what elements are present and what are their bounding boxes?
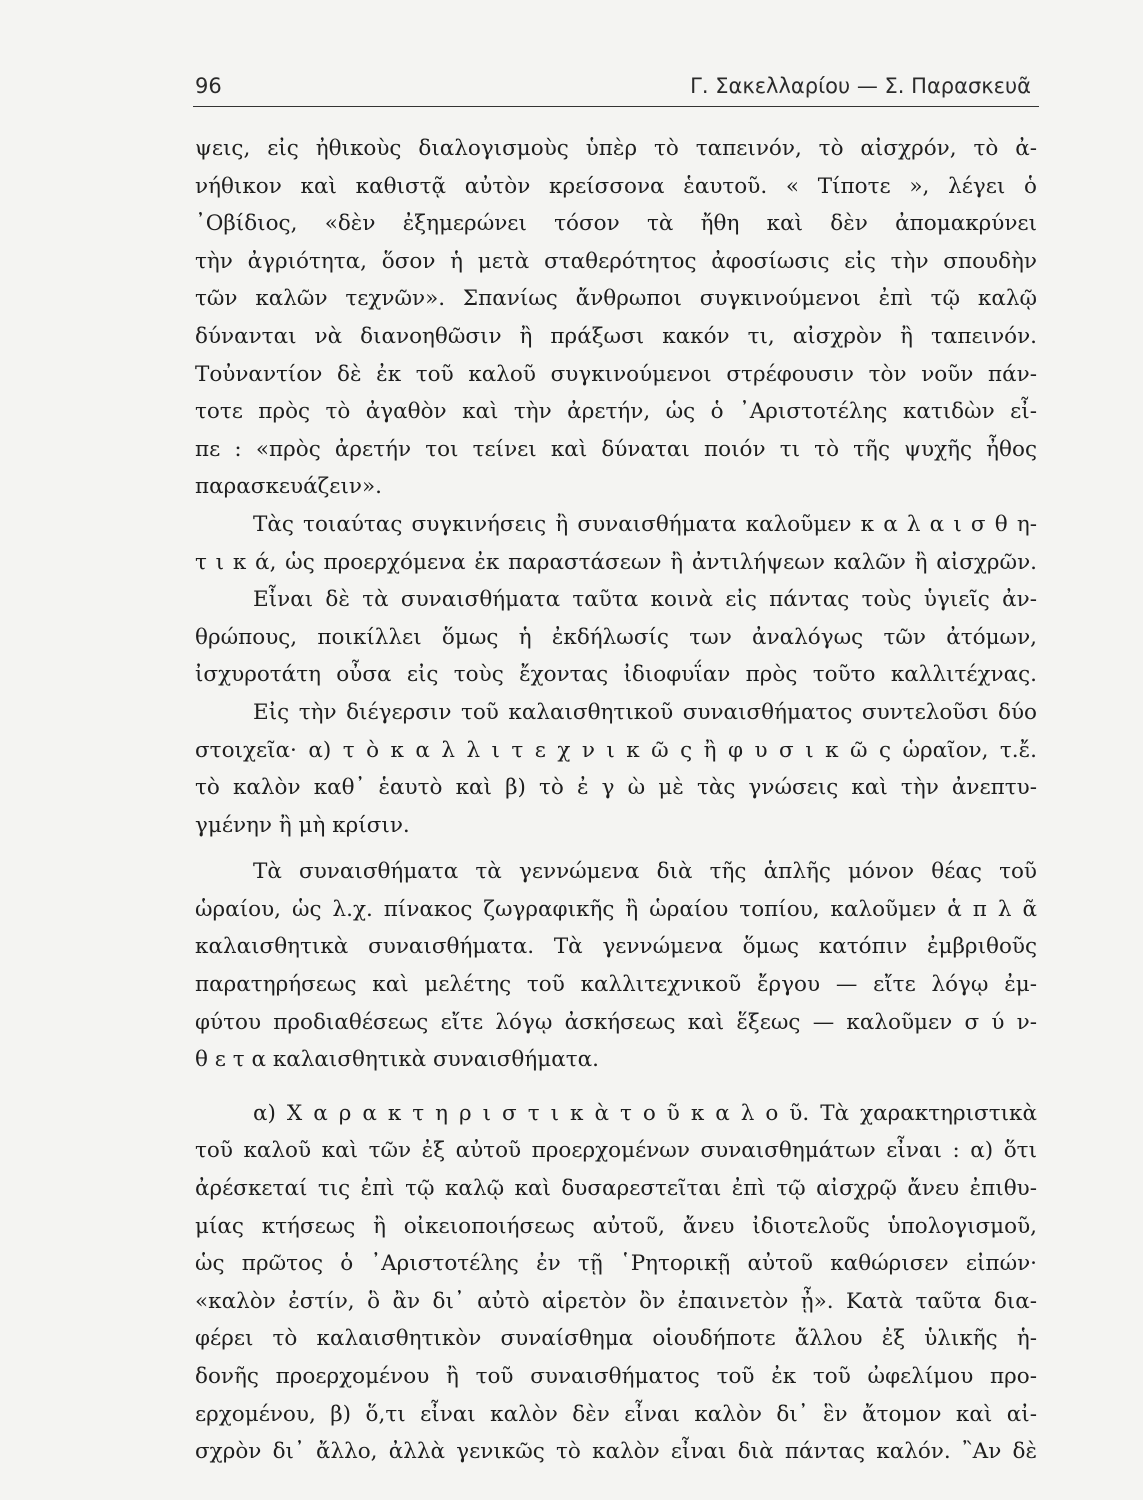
section-heading-line: α) Χ α ρ α κ τ η ρ ι σ τ ι κ ὰ τ ο ῦ κ α λ ο ῦ. Τὰ χαρακτηριστικὰ [253,1100,1037,1126]
text-line: καλαισθητικὰ συναισθήματα. Τὰ γεννώμενα ὅμως κατόπιν ἐμβριθοῦς [195,934,1037,960]
text-line: σχρὸν δι᾿ ἄλλο, ἀλλὰ γενικῶς τὸ καλὸν εἶναι διὰ πάντας καλόν. ῍Αν δὲ [195,1439,1037,1465]
text-line: ὡραίου, ὡς λ.χ. πίνακος ζωγραφικῆς ἢ ὡραίου τοπίου, καλοῦμεν ἁ π λ ᾶ [195,896,1037,922]
text-line: γμένην ἢ μὴ κρίσιν. [195,812,410,838]
text-line: Τοὐναντίον δὲ ἐκ τοῦ καλοῦ συγκινούμενοι στρέφουσιν τὸν νοῦν πάν- [195,361,1037,387]
text-line: τὴν ἀγριότητα, ὅσον ἡ μετὰ σταθερότητος ἀφοσίωσις εἰς τὴν σπουδὴν [195,248,1037,274]
text-line: πε : «πρὸς ἀρετήν τοι τείνει καὶ δύναται ποιόν τι τὸ τῆς ψυχῆς ἦθος [195,436,1037,462]
text-line: ὡς πρῶτος ὁ ᾿Αριστοτέλης ἐν τῇ ῾Ρητορικῇ αὐτοῦ καθώρισεν εἰπών· [195,1251,1037,1277]
running-header [195,72,1037,104]
text-line: νήθικον καὶ καθιστᾷ αὐτὸν κρείσσονα ἑαυτοῦ. « Τίποτε », λέγει ὁ [195,173,1037,199]
text-line: ἰσχυροτάτη οὖσα εἰς τοὺς ἔχοντας ἰδιοφυΐαν πρὸς τοῦτο καλλιτέχνας. [195,662,1037,688]
text-line: ἀρέσκεταί τις ἐπὶ τῷ καλῷ καὶ δυσαρεστεῖται ἐπὶ τῷ αἰσχρῷ ἄνευ ἐπιθυ- [195,1176,1037,1202]
text-line: τοτε πρὸς τὸ ἀγαθὸν καὶ τὴν ἀρετήν, ὡς ὁ ᾿Αριστοτέλης κατιδὼν εἶ- [195,399,1037,425]
text-line: «καλὸν ἐστίν, ὃ ἂν δι᾿ αὐτὸ αἱρετὸν ὂν ἐπαινετὸν ᾖ». Κατὰ ταῦτα δια- [195,1288,1037,1314]
paragraph-start-line: Τὰς τοιαύτας συγκινήσεις ἢ συναισθήματα καλοῦμεν κ α λ α ι σ θ η- [253,511,1037,537]
text-line: δονῆς προερχομένου ἢ τοῦ συναισθήματος τοῦ ἐκ τοῦ ὠφελίμου προ- [195,1364,1037,1389]
text-line: παρασκευάζειν». [195,474,382,500]
header-rule [193,106,1039,107]
text-line: τῶν καλῶν τεχνῶν». Σπανίως ἄνθρωποι συγκινούμενοι ἐπὶ τῷ καλῷ [195,286,1037,312]
text-line: ᾿Οβίδιος, «δὲν ἐξημερώνει τόσον τὰ ἤθη καὶ δὲν ἀπομακρύνει [195,211,1037,237]
text-line: θρώπους, ποικίλλει ὅμως ἡ ἐκδήλωσίς των ἀναλόγως τῶν ἀτόμων, [195,624,1037,650]
text-line: τὸ καλὸν καθ᾿ ἑαυτὸ καὶ β) τὸ ἐ γ ὼ μὲ τὰς γνώσεις καὶ τὴν ἀνεπτυ- [195,775,1037,801]
text-line: τ ι κ ά, ὡς προερχόμενα ἐκ παραστάσεων ἢ ἀντιλήψεων καλῶν ἢ αἰσχρῶν. [195,549,1037,575]
text-line: παρατηρήσεως καὶ μελέτης τοῦ καλλιτεχνικοῦ ἔργου — εἴτε λόγῳ ἐμ- [195,972,1037,998]
text-line: μίας κτήσεως ἢ οἰκειοποιήσεως αὐτοῦ, ἄνευ ἰδιοτελοῦς ὑπολογισμοῦ, [195,1213,1037,1239]
text-line: δύνανται νὰ διανοηθῶσιν ἢ πράξωσι κακόν τι, αἰσχρὸν ἢ ταπεινόν. [195,323,1037,349]
text-line: φέρει τὸ καλαισθητικὸν συναίσθημα οἱουδήποτε ἄλλου ἐξ ὑλικῆς ἡ- [195,1326,1037,1352]
running-head-authors: Γ. Σακελλαρίου — Σ. Παρασκευᾶ [690,74,1031,98]
page-number: 96 [195,74,222,98]
paragraph-start-line: Εἰς τὴν διέγερσιν τοῦ καλαισθητικοῦ συναισθήματος συντελοῦσι δύο [253,699,1037,725]
paragraph-start-line: Εἶναι δὲ τὰ συναισθήματα ταῦτα κοινὰ εἰς πάντας τοὺς ὑγιεῖς ἀν- [253,587,1037,613]
text-line: στοιχεῖα· α) τ ὸ κ α λ λ ι τ ε χ ν ι κ ῶ ς ἢ φ υ σ ι κ ῶ ς ὡραῖον, τ.ἔ. [195,737,1037,763]
text-line: τοῦ καλοῦ καὶ τῶν ἐξ αὐτοῦ προερχομένων συναισθημάτων εἶναι : α) ὅτι [195,1138,1037,1164]
text-line: θ ε τ α καλαισθητικὰ συναισθήματα. [195,1047,599,1073]
text-line: ερχομένου, β) ὅ,τι εἶναι καλὸν δὲν εἶναι καλὸν δι᾿ ἓν ἄτομον καὶ αἰ- [195,1401,1037,1427]
text-line: φύτου προδιαθέσεως εἴτε λόγῳ ἀσκήσεως καὶ ἕξεως — καλοῦμεν σ ύ ν- [195,1009,1037,1035]
page-body-text [195,130,1037,1471]
paragraph-start-line: Τὰ συναισθήματα τὰ γεννώμενα διὰ τῆς ἁπλῆς μόνον θέας τοῦ [253,859,1037,885]
text-line: ψεις, εἰς ἠθικοὺς διαλογισμοὺς ὑπὲρ τὸ ταπεινόν, τὸ αἰσχρόν, τὸ ἀ- [195,136,1037,161]
